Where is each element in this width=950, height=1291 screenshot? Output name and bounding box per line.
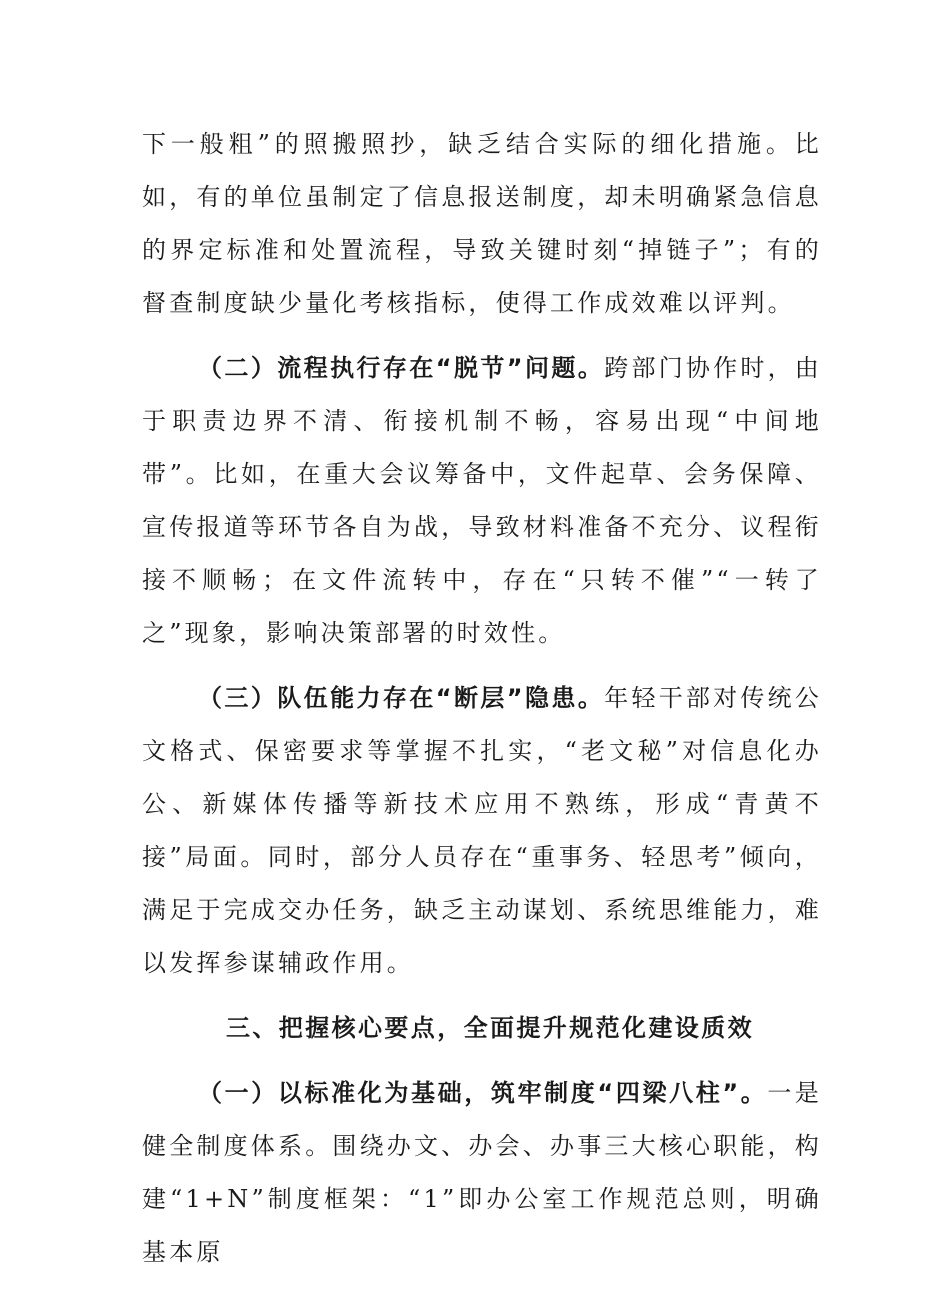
paragraph-heading: （二）流程执行存在“脱节”问题。 <box>198 354 605 382</box>
paragraph-team-capability <box>142 672 822 990</box>
paragraph-heading: （一）以标准化为基础，筑牢制度“四梁八柱”。 <box>198 1079 768 1107</box>
paragraph-text: 年轻干部对传统公文格式、保密要求等掌握不扎实，“老文秘”对信息化办公、新媒体传播等新技术应用不熟练，形成“青黄不接”局面。同时，部分人员存在“重事务、轻思考”倾向，满足于完成交办任务，缺乏主动谋划、系统思维能力，难以发挥参谋辅政作用。 <box>142 684 822 977</box>
paragraph-text: 下一般粗”的照搬照抄，缺乏结合实际的细化措施。比如，有的单位虽制定了信息报送制度，却未明确紧急信息的界定标准和处置流程，导致关键时刻“掉链子”；有的督查制度缺少量化考核指标，使得工作成效难以评判。 <box>142 130 822 317</box>
paragraph-process-execution <box>142 342 822 660</box>
document-body <box>142 118 822 1291</box>
paragraph-standardization <box>142 1067 822 1279</box>
section-heading: 三、把握核心要点，全面提升规范化建设质效 <box>226 1014 754 1042</box>
paragraph-text: 跨部门协作时，由于职责边界不清、衔接机制不畅，容易出现“中间地带”。比如，在重大会议筹备中，文件起草、会务保障、宣传报道等环节各自为战，导致材料准备不充分、议程衔接不顺畅；在文件流转中，存在“只转不催”“一转了之”现象，影响决策部署的时效性。 <box>142 354 822 647</box>
paragraph-continuation <box>142 118 822 330</box>
paragraph-heading: （三）队伍能力存在“断层”隐患。 <box>198 684 605 712</box>
paragraph-text: 一是健全制度体系。围绕办文、办会、办事三大核心职能，构建“1+N”制度框架：“1”即办公室工作规范总则，明确基本原 <box>142 1079 822 1266</box>
